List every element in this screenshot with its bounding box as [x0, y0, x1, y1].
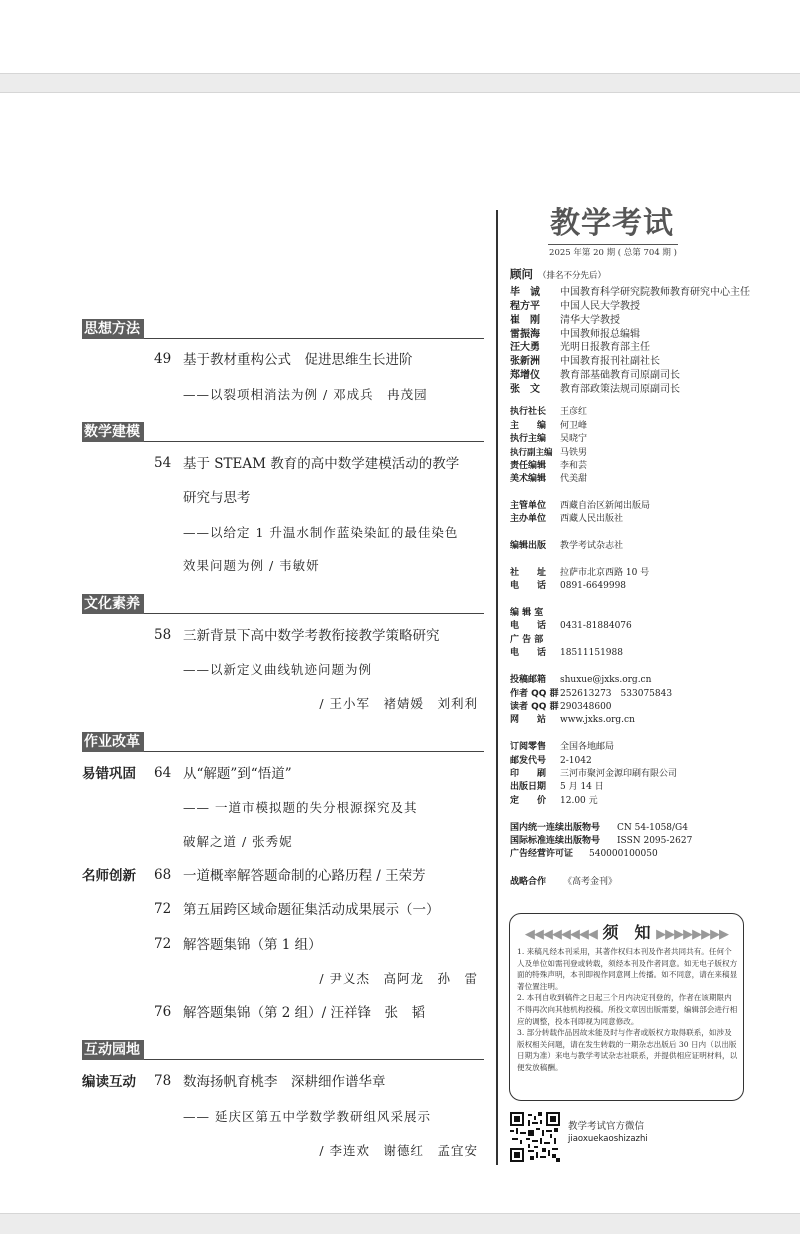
- page-number: 78: [154, 1073, 172, 1089]
- number-label: 广告经营许可证: [510, 849, 574, 859]
- subsection-label: 易错巩固: [82, 766, 136, 782]
- page-number: 76: [154, 1004, 172, 1020]
- subsection-label: 名师创新: [82, 868, 136, 884]
- staff-label: 主 编: [510, 421, 547, 431]
- article-authors: / 王小军 褚婧媛 刘利利: [319, 696, 478, 711]
- section-header: [82, 731, 484, 752]
- number-label: 国内统一连续出版物号: [510, 823, 601, 833]
- section-header: [82, 1039, 484, 1060]
- ad-dept-label: 广 告 部: [510, 635, 544, 645]
- dist-value: 全国各地邮局: [560, 742, 615, 752]
- section-label: 数学建模: [82, 422, 144, 442]
- section-header: [82, 593, 484, 614]
- advisor-role: 教育部基础教育司原副司长: [560, 370, 680, 381]
- article-subtitle: —— 一道市模拟题的失分根源探究及其: [183, 800, 418, 815]
- office-phone-label: 电 话: [510, 621, 547, 631]
- advisor-role: 光明日报教育部主任: [560, 342, 650, 353]
- dist-label: 定 价: [510, 796, 547, 806]
- article-title: 基于教材重构公式 促进思维生长进阶: [183, 352, 413, 368]
- partner-label: 战略合作: [510, 877, 547, 887]
- section-label: 作业改革: [82, 732, 144, 752]
- org-label: 主管单位: [510, 501, 547, 511]
- article-subtitle: ——以给定 1 升温水制作蓝染染缸的最佳染色: [183, 525, 459, 540]
- article-subtitle: ——以裂项相消法为例 / 邓成兵 冉茂园: [183, 387, 428, 402]
- section-label: 互动园地: [82, 1040, 144, 1060]
- contact-label: 读者 QQ 群: [510, 702, 559, 712]
- advisor-role: 中国教师报总编辑: [560, 329, 640, 340]
- ad-phone-label: 电 话: [510, 648, 547, 658]
- article-subtitle-cont: 破解之道 / 张秀妮: [183, 834, 293, 849]
- advisor-name: 郑增仪: [510, 370, 540, 381]
- wechat-account: jiaoxuekaoshizazhi: [568, 1134, 648, 1144]
- article-title: 从“解题”到“悟道”: [183, 766, 292, 782]
- staff-label: 美术编辑: [510, 474, 547, 484]
- contact-value[interactable]: www.jxks.org.cn: [560, 715, 635, 725]
- notice-box: [509, 913, 744, 1101]
- section-label: 思想方法: [82, 319, 144, 339]
- org-label: 主办单位: [510, 514, 547, 524]
- contact-value: 252613273 533075843: [560, 689, 673, 699]
- ad-phone-value: 18511151988: [560, 648, 623, 658]
- magazine-logo: 教学考试: [550, 206, 674, 241]
- advisor-name: 张新洲: [510, 356, 540, 367]
- section-header: [82, 318, 484, 339]
- advisor-name: 程方平: [510, 301, 540, 312]
- contact-label: 网 站: [510, 715, 547, 725]
- dist-label: 印 刷: [510, 769, 547, 779]
- article-title: 第五届跨区域命题征集活动成果展示（一）: [183, 902, 440, 918]
- subsection-label: 编读互动: [82, 1074, 136, 1090]
- advisor-name: 毕 诚: [510, 287, 540, 298]
- office-label: 编 辑 室: [510, 608, 544, 618]
- advisors-note: （排名不分先后）: [538, 271, 607, 281]
- staff-value: 王彦红: [560, 407, 588, 417]
- number-value: 540000100050: [589, 849, 658, 859]
- number-label: 国际标准连续出版物号: [510, 836, 601, 846]
- qr-code-icon[interactable]: [510, 1112, 560, 1162]
- page-number: 58: [154, 627, 172, 643]
- page-number: 49: [154, 351, 172, 367]
- article-authors: / 尹义杰 高阿龙 孙 雷: [319, 971, 478, 986]
- staff-label: 责任编辑: [510, 461, 547, 471]
- article-title: 一道概率解答题命制的心路历程 / 王荣芳: [183, 868, 426, 884]
- article-subtitle-cont: 效果问题为例 / 韦敏妍: [183, 558, 320, 573]
- staff-value: 代美甜: [560, 474, 588, 484]
- advisor-name: 汪大勇: [510, 342, 540, 353]
- arrows-left-icon: ◀◀◀◀◀◀◀◀: [524, 927, 597, 942]
- contact-label: 作者 QQ 群: [510, 689, 559, 699]
- advisors-title: 顾问: [510, 267, 533, 281]
- contact-label: 投稿邮箱: [510, 675, 547, 685]
- staff-label: 执行副主编: [510, 448, 553, 458]
- partner-value: 《高考金刊》: [563, 877, 618, 887]
- advisor-role: 中国教育报刊社副社长: [560, 356, 660, 367]
- article-authors: / 李连欢 谢德红 孟宜安: [319, 1143, 478, 1158]
- dist-label: 邮发代号: [510, 756, 547, 766]
- advisor-role: 中国人民大学教授: [560, 301, 640, 312]
- wechat-label: 教学考试官方微信: [568, 1121, 645, 1132]
- dist-value: 三河市聚河金源印刷有限公司: [560, 769, 678, 779]
- org-value: 西藏自治区新闻出版局: [560, 501, 651, 511]
- dist-label: 订阅零售: [510, 742, 547, 752]
- number-value: CN 54-1058/G4: [617, 823, 688, 833]
- staff-label: 执行社长: [510, 407, 547, 417]
- page-number: 68: [154, 867, 172, 883]
- page-number: 72: [154, 901, 172, 917]
- dist-label: 出版日期: [510, 782, 547, 792]
- dist-value: 12.00 元: [560, 796, 598, 806]
- notice-item: 2. 本刊自收到稿件之日起三个月内决定刊登的，作者在该期限内不得再次向其他机构投稿。所投文章因出版需要，编辑部会进行相应的调整，投本刊即视为同意修改。: [517, 993, 738, 1026]
- publisher-label: 编辑出版: [510, 541, 547, 551]
- publisher-value: 教学考试杂志社: [560, 541, 624, 551]
- article-title: 数海扬帆育桃李 深耕细作谱华章: [183, 1074, 386, 1090]
- notice-body: [517, 946, 739, 1074]
- office-phone-value: 0431-81884076: [560, 621, 632, 631]
- address-value: 拉萨市北京西路 10 号: [560, 568, 650, 578]
- article-title: 基于 STEAM 教育的高中数学建模活动的教学: [183, 456, 460, 472]
- staff-value: 何卫峰: [560, 421, 588, 431]
- page-number: 72: [154, 936, 172, 952]
- bottom-bar: [0, 1213, 800, 1234]
- advisor-role: 教育部政策法规司原副司长: [560, 384, 680, 395]
- article-title: 三新背景下高中数学考教衔接教学策略研究: [183, 628, 440, 644]
- column-divider: [496, 210, 498, 1165]
- dist-value: 5 月 14 日: [560, 782, 604, 792]
- advisor-role: 中国教育科学研究院教师教育研究中心主任: [560, 287, 750, 298]
- advisor-name: 崔 刚: [510, 315, 540, 326]
- page-number: 64: [154, 765, 172, 781]
- staff-label: 执行主编: [510, 434, 547, 444]
- contact-value[interactable]: shuxue@jxks.org.cn: [560, 675, 652, 685]
- org-value: 西藏人民出版社: [560, 514, 624, 524]
- issue-info: 2025 年第 20 期 ( 总第 704 期 ): [548, 244, 678, 258]
- arrows-right-icon: ▶▶▶▶▶▶▶▶: [656, 927, 729, 942]
- notice-header: [510, 920, 743, 943]
- section-label: 文化素养: [82, 594, 144, 614]
- notice-title: 须 知: [602, 923, 651, 942]
- staff-value: 吴晓宁: [560, 434, 588, 444]
- staff-value: 李和芸: [560, 461, 588, 471]
- phone-label: 电 话: [510, 581, 547, 591]
- staff-value: 马铁男: [560, 448, 588, 458]
- page-number: 54: [154, 455, 172, 471]
- number-value: ISSN 2095-2627: [617, 836, 693, 846]
- article-subtitle: —— 延庆区第五中学数学教研组风采展示: [183, 1109, 431, 1124]
- article-title-cont: 研究与思考: [183, 490, 251, 506]
- phone-value: 0891-6649998: [560, 581, 627, 591]
- advisor-role: 清华大学教授: [560, 315, 620, 326]
- article-title: 解答题集锦（第 2 组）/ 汪祥锋 张 韬: [183, 1005, 426, 1021]
- article-title: 解答题集锦（第 1 组）: [183, 937, 322, 953]
- top-bar: [0, 73, 800, 93]
- advisor-name: 张 文: [510, 384, 540, 395]
- address-label: 社 址: [510, 568, 547, 578]
- section-header: [82, 421, 484, 442]
- notice-item: 3. 部分转载作品因故未能及时与作者或版权方取得联系，如涉及版权相关问题，请在发生转载的一期杂志出版后 30 日内（以出版日期为准）来电与教学考试杂志社联系，并提供相应证明材料，以便发放稿酬。: [517, 1028, 738, 1072]
- article-subtitle: ——以新定义曲线轨迹问题为例: [183, 662, 373, 677]
- contact-value: 290348600: [560, 702, 612, 712]
- notice-item: 1. 来稿凡经本刊采用，其著作权归本刊及作者共同共有。任何个人及单位如需刊登或转载，须经本刊及作者同意。如无电子版权方面的特殊声明，本刊即视作同意网上传播。如不同意，请在来稿显著位置注明。: [517, 947, 738, 991]
- dist-value: 2-1042: [560, 756, 592, 766]
- advisor-name: 雷振海: [510, 329, 540, 340]
